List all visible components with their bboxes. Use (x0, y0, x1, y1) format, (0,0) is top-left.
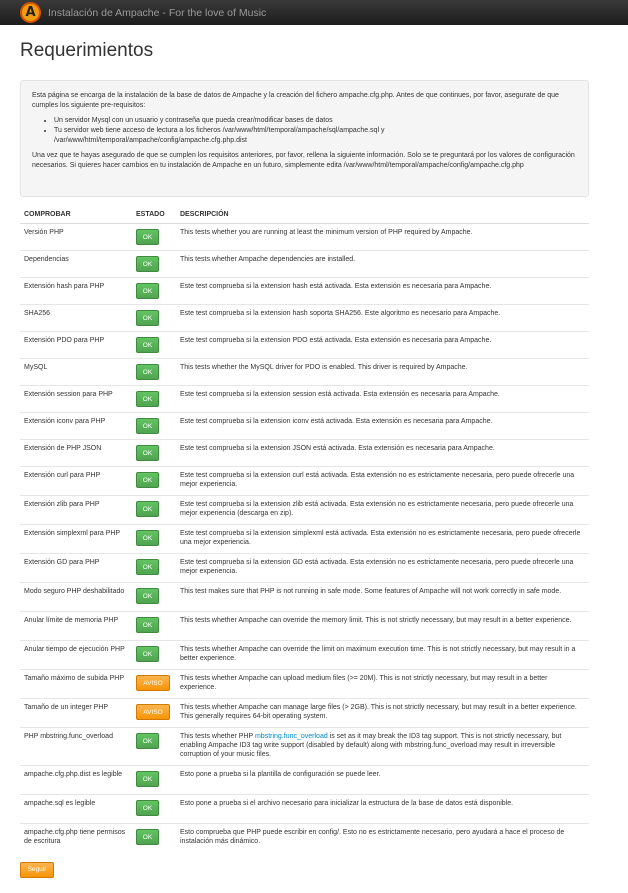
requirements-table (20, 206, 589, 852)
intro-paragraph-2: Una vez que te hayas asegurado de que se cumplen los requisitos anteriores, por favor, rellena la siguiente información. Solo se te preguntará por los valores de configuración necesarios. Si quieres hacer cambios en tu instalación de Ampache en un futuro, simplemente edita /var/www/html/temporal/ampache/config/ampache.cfg.php (32, 152, 575, 169)
check-name: PHP mbstring.func_overload (20, 727, 132, 765)
ok-badge: OK (136, 800, 159, 816)
description-cell: This tests whether Ampache can upload medium files (>= 20M). This is not strictly necessary, but may result in a better experience. (176, 669, 589, 698)
continue-button[interactable]: Seguir (20, 862, 54, 878)
check-name: Anular límite de memoria PHP (20, 611, 132, 640)
top-navbar (0, 0, 628, 25)
description-cell: Este test comprueba si la extension zlib está activada. Esta extensión no es estrictamente necesaria, pero puede ofrecerle una mejor experiencia (descarga en zip). (176, 495, 589, 524)
header-description: DESCRIPCIÓN (176, 206, 589, 223)
table-row (20, 611, 589, 640)
table-row (20, 524, 589, 553)
description-cell: Este test comprueba si la extension JSON está activada. Esta extensión es necesaria para Ampache. (176, 439, 589, 466)
status-cell (132, 466, 176, 495)
check-name: Extensión GD para PHP (20, 553, 132, 582)
description-cell: Este test comprueba si la extension GD está activada. Esta extensión no es estrictamente necesaria, pero puede ofrecerle una mejor experiencia. (176, 553, 589, 582)
description-cell: Este test comprueba si la extension curl está activada. Esta extensión no es estrictamente necesaria, pero puede ofrecerle una mejor experiencia. (176, 466, 589, 495)
check-name: SHA256 (20, 304, 132, 331)
ok-badge: OK (136, 530, 159, 546)
status-cell (132, 223, 176, 250)
status-cell (132, 553, 176, 582)
description-cell: This tests whether Ampache can override the memory limit. This is not strictly necessary, but may result in a better experience. (176, 611, 589, 640)
ok-badge: OK (136, 256, 159, 272)
check-name: ampache.sql es legible (20, 794, 132, 823)
ok-badge: OK (136, 472, 159, 488)
status-cell (132, 823, 176, 852)
status-cell (132, 412, 176, 439)
description-cell: This test makes sure that PHP is not running in safe mode. Some features of Ampache will not work correctly in safe mode. (176, 582, 589, 611)
description-cell: Esto pone a prueba si la plantilla de configuración se puede leer. (176, 765, 589, 794)
table-row (20, 765, 589, 794)
intro-paragraph: Esta página se encarga de la instalación de la base de datos de Ampache y la creación del fichero ampache.cfg.php. Antes de que continues, por favor, asegurate de que cumples los siguiente pre-requisitos: (32, 92, 559, 109)
status-cell (132, 794, 176, 823)
description-cell: Este test comprueba si la extension hash está activada. Esta extensión es necesaria para Ampache. (176, 277, 589, 304)
ok-badge: OK (136, 337, 159, 353)
description-cell: Este test comprueba si la extension session está activada. Esta extensión es necesaria para Ampache. (176, 385, 589, 412)
ok-badge: OK (136, 391, 159, 407)
table-row (20, 277, 589, 304)
header-check: COMPROBAR (20, 206, 132, 223)
table-row (20, 727, 589, 765)
check-name: MySQL (20, 358, 132, 385)
table-row (20, 495, 589, 524)
status-cell (132, 304, 176, 331)
check-name: Extensión iconv para PHP (20, 412, 132, 439)
description-cell: Esto pone a prueba si el archivo necesario para inicializar la estructura de la base de datos está disponible. (176, 794, 589, 823)
status-cell (132, 765, 176, 794)
status-cell (132, 495, 176, 524)
description-cell: Esto comprueba que PHP puede escribir en config/. Esto no es estrictamente necesario, pero ayudará a hace el proceso de instalación más dinámico. (176, 823, 589, 852)
warning-badge: AVISO (136, 704, 170, 720)
status-cell (132, 611, 176, 640)
description-cell: Este test comprueba si la extension simplexml está activada. Esta extensión no es estrictamente necesaria, pero puede ofrecerle una mejor experiencia. (176, 524, 589, 553)
ok-badge: OK (136, 283, 159, 299)
status-cell (132, 698, 176, 727)
description-cell: Este test comprueba si la extension PDO está activada. Esta extensión es necesaria para Ampache. (176, 331, 589, 358)
check-name: Extensión zlib para PHP (20, 495, 132, 524)
status-cell (132, 385, 176, 412)
status-cell (132, 582, 176, 611)
check-name: Extensión de PHP JSON (20, 439, 132, 466)
status-cell (132, 250, 176, 277)
check-name: Tamaño de un integer PHP (20, 698, 132, 727)
status-cell (132, 358, 176, 385)
status-cell (132, 439, 176, 466)
description-cell: Este test comprueba si la extension iconv está activada. Esta extensión es necesaria para Ampache. (176, 412, 589, 439)
check-name: Extensión session para PHP (20, 385, 132, 412)
check-name: Dependencias (20, 250, 132, 277)
status-cell (132, 669, 176, 698)
description-cell: This tests whether Ampache dependencies are installed. (176, 250, 589, 277)
table-row (20, 331, 589, 358)
status-cell (132, 524, 176, 553)
ok-badge: OK (136, 364, 159, 380)
check-name: Extensión hash para PHP (20, 277, 132, 304)
check-name: Extensión curl para PHP (20, 466, 132, 495)
ok-badge: OK (136, 310, 159, 326)
status-cell (132, 727, 176, 765)
app-title: Instalación de Ampache - For the love of Music (48, 6, 267, 19)
table-row (20, 439, 589, 466)
status-cell (132, 277, 176, 304)
description-cell: Este test comprueba si la extension hash soporta SHA256. Este algoritmo es necesario para Ampache. (176, 304, 589, 331)
table-row (20, 304, 589, 331)
table-row (20, 640, 589, 669)
table-row (20, 412, 589, 439)
table-row (20, 823, 589, 852)
check-name: ampache.cfg.php tiene permisos de escritura (20, 823, 132, 852)
header-status: ESTADO (132, 206, 176, 223)
intro-panel (20, 80, 589, 197)
ok-badge: OK (136, 646, 159, 662)
warning-badge: AVISO (136, 675, 170, 691)
table-row (20, 553, 589, 582)
description-cell: This tests whether the MySQL driver for PDO is enabled. This driver is required by Ampache. (176, 358, 589, 385)
list-item: • Un servidor Mysql con un usuario y contraseña que pueda crear/modificar bases de datos (54, 116, 577, 126)
check-name: Extensión PDO para PHP (20, 331, 132, 358)
description-cell: This tests whether Ampache can override the limit on maximum execution time. This is not strictly necessary, but may result in a better experience. (176, 640, 589, 669)
description-cell (176, 727, 589, 765)
table-row (20, 794, 589, 823)
table-row (20, 250, 589, 277)
mbstring-doc-link[interactable]: mbstring.func_overload (254, 732, 328, 740)
status-cell (132, 331, 176, 358)
ok-badge: OK (136, 829, 159, 845)
ok-badge: OK (136, 559, 159, 575)
description-cell: This tests whether Ampache can manage large files (> 2GB). This is not strictly necessary, but may result in a better experience. This generally requires 64-bit operating system. (176, 698, 589, 727)
check-name: Versión PHP (20, 223, 132, 250)
ok-badge: OK (136, 445, 159, 461)
page-title: Requerimientos (20, 40, 154, 61)
ok-badge: OK (136, 617, 159, 633)
ok-badge: OK (136, 501, 159, 517)
table-row (20, 698, 589, 727)
ok-badge: OK (136, 771, 159, 787)
table-row (20, 582, 589, 611)
table-row (20, 385, 589, 412)
ok-badge: OK (136, 733, 159, 749)
status-cell (132, 640, 176, 669)
prerequisites-list (54, 116, 577, 146)
ok-badge: OK (136, 418, 159, 434)
check-name: Extensión simplexml para PHP (20, 524, 132, 553)
table-header-row (20, 206, 589, 223)
table-row (20, 223, 589, 250)
table-row (20, 669, 589, 698)
description-text: is set as it may break the ID3 tag support. This is not strictly necessary, but enabling Ampache ID3 tag write support (disabled by default) along with mbstring.func_overload may result in irreversible corruption of your music files. (180, 732, 562, 758)
check-name: Modo seguro PHP deshabilitado (20, 582, 132, 611)
table-row (20, 358, 589, 385)
ampache-logo-icon[interactable]: A (20, 2, 41, 23)
check-name: Tamaño máximo de subida PHP (20, 669, 132, 698)
description-text: This tests whether PHP (180, 732, 255, 740)
description-cell: This tests whether you are running at least the minimum version of PHP required by Ampache. (176, 223, 589, 250)
ok-badge: OK (136, 588, 159, 604)
ok-badge: OK (136, 229, 159, 245)
check-name: ampache.cfg.php.dist es legible (20, 765, 132, 794)
check-name: Anular tiempo de ejecución PHP (20, 640, 132, 669)
table-row (20, 466, 589, 495)
list-item: • Tu servidor web tiene acceso de lectura a los ficheros /var/www/html/temporal/ampache/sql/ampache.sql y /var/www/html/temporal/ampache/config/ampache.cfg.php.dist (54, 126, 577, 146)
